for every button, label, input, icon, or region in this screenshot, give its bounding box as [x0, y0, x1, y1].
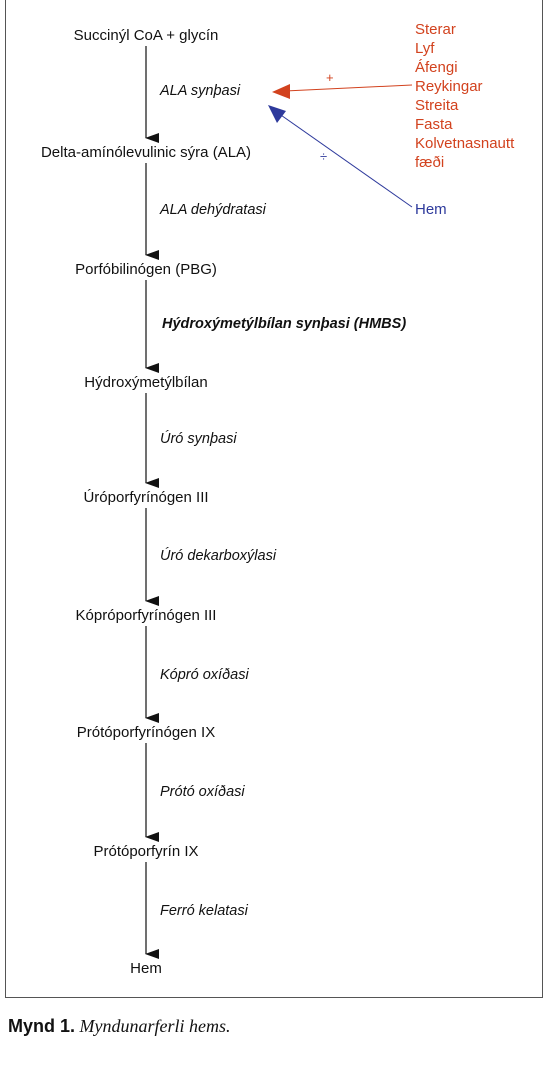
inducer-faedi: fæði: [415, 154, 445, 171]
figure-caption: [8, 1016, 231, 1037]
node-hem: Hem: [130, 960, 162, 977]
node-uroporfyrinogen-iii: Úróporfyrínógen III: [83, 489, 209, 506]
caption-text: Myndunarferli hems.: [79, 1016, 231, 1036]
inducer-lyf: Lyf: [415, 40, 435, 57]
inducer-arrow: [285, 85, 412, 91]
inducer-reykingar: Reykingar: [415, 78, 483, 95]
inhibitor-arrow: [278, 113, 412, 207]
node-protoporfyrinogen-ix: Prótóporfyrínógen IX: [76, 724, 216, 741]
inducer-plus-sign: +: [326, 70, 334, 85]
enzyme-uro-synthase: Úró synþasi: [160, 431, 237, 447]
inhibitor-hem: Hem: [415, 201, 447, 218]
enzyme-kopro-oxidase: Kópró oxíðasi: [160, 667, 249, 683]
node-pbg: Porfóbilinógen (PBG): [75, 261, 217, 278]
inducer-arrowhead: [272, 84, 290, 99]
inducer-streita: Streita: [415, 97, 459, 114]
inducer-list: [415, 20, 514, 172]
enzyme-ala-synthase: ALA synþasi: [160, 83, 241, 99]
caption-label: Mynd 1.: [8, 1016, 76, 1036]
inducer-kolvetnasnautt: Kolvetnasnautt: [415, 135, 515, 152]
enzyme-hmbs: Hýdroxýmetýlbílan synþasi (HMBS): [162, 316, 407, 332]
enzyme-ala-dehydratase: ALA dehýdratasi: [160, 202, 266, 218]
node-koproporfyrinogen-iii: Kópróporfyrínógen III: [75, 607, 217, 624]
inducer-afengi: Áfengi: [415, 59, 458, 76]
node-hydroxymetylbilan: Hýdroxýmetýlbílan: [84, 374, 208, 391]
node-ala: Delta-amínólevulinic sýra (ALA): [40, 144, 252, 161]
enzyme-ferro-chelatase: Ferró kelatasi: [160, 903, 248, 919]
node-succinyl-coa-glycin: Succinýl CoA + glycín: [73, 27, 219, 44]
enzyme-proto-oxidase: Prótó oxíðasi: [160, 784, 245, 800]
inhibitor-arrowhead: [268, 105, 286, 123]
inhibitor-minus-sign: ÷: [320, 149, 328, 164]
enzyme-uro-decarboxylase: Úró dekarboxýlasi: [160, 548, 277, 564]
node-protoporfyrin-ix: Prótóporfyrín IX: [93, 843, 199, 860]
inducer-fasta: Fasta: [415, 116, 453, 133]
inducer-sterar: Sterar: [415, 21, 456, 38]
